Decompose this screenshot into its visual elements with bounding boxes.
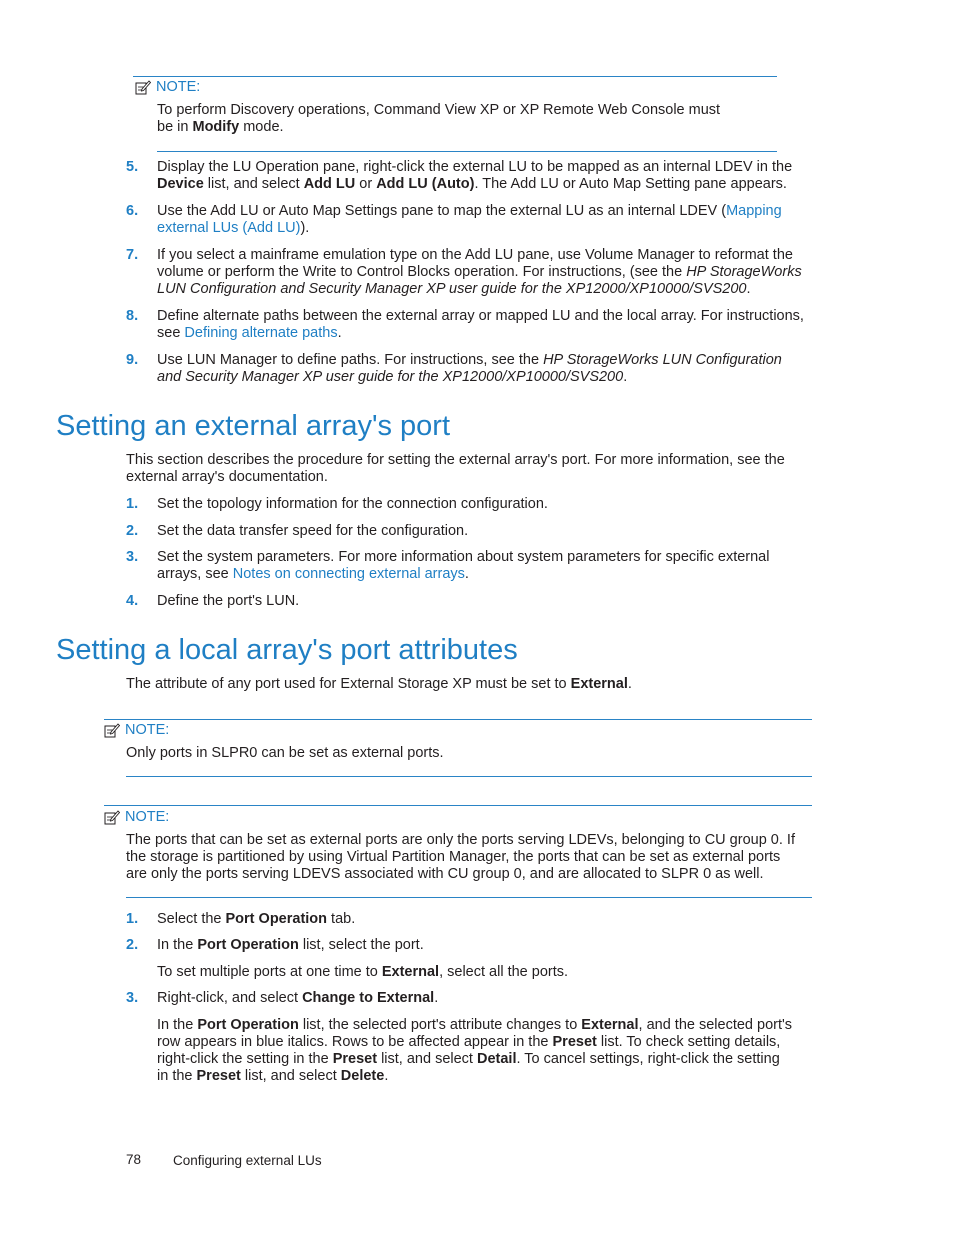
- step-text: Set the system parameters. For more information about system parameters for specific external arrays, see Notes on connecting external arrays.: [157, 549, 770, 582]
- note-line: be in Modify mode.: [157, 119, 284, 135]
- step-text: Right-click, and select Change to External.: [157, 990, 439, 1006]
- section-intro: The attribute of any port used for External Storage XP must be set to External.: [126, 676, 632, 692]
- step-number: 3.: [126, 990, 139, 1006]
- note-line: To perform Discovery operations, Command View XP or XP Remote Web Console must: [157, 102, 721, 118]
- mapping-link[interactable]: external LUs (Add LU): [157, 220, 301, 236]
- step-number: 6.: [126, 203, 139, 219]
- footer-chapter: Configuring external LUs: [173, 1153, 322, 1168]
- step-number: 5.: [126, 159, 139, 175]
- note-heading: [135, 79, 200, 96]
- step-text: Display the LU Operation pane, right-click the external LU to be mapped as an internal LDEV in the Device list, and select Add LU or Add LU (Auto). The Add LU or Auto Map Setting pane appears.: [157, 159, 793, 192]
- note-heading: [104, 722, 169, 739]
- defining-alternate-paths-link[interactable]: Defining alternate paths: [184, 325, 338, 341]
- step-number: 3.: [126, 549, 139, 565]
- step-number: 2.: [126, 523, 139, 539]
- step-number: 7.: [126, 247, 139, 263]
- step-subtext: In the Port Operation list, the selected port's attribute changes to External, and the selected port's row appears in blue italics. Rows to be affected appear in the Preset list. To check setting details, right-click the setting in the Preset list, and select Detail. To cancel settings, right-click the setting in the Preset list, and select Delete.: [157, 1017, 793, 1084]
- note-label: NOTE:: [125, 722, 170, 738]
- note-top-rule: [104, 719, 812, 720]
- notes-external-arrays-link[interactable]: Notes on connecting external arrays: [232, 566, 465, 582]
- step-text: Select the Port Operation tab.: [157, 911, 356, 927]
- note-text: Only ports in SLPR0 can be set as external ports.: [126, 745, 444, 761]
- step-number: 4.: [126, 593, 139, 609]
- section-title: Setting a local array's port attributes: [56, 634, 518, 666]
- step-number: 1.: [126, 911, 139, 927]
- note-icon: [104, 810, 120, 825]
- note-top-rule: [104, 805, 812, 806]
- note-top-rule: [133, 76, 777, 77]
- note-bottom-rule: [126, 897, 812, 898]
- step-number: 1.: [126, 496, 139, 512]
- note-heading: [104, 809, 169, 826]
- step-text: Set the topology information for the connection configuration.: [157, 496, 548, 512]
- page-number: 78: [126, 1152, 142, 1167]
- step-number: 2.: [126, 937, 139, 953]
- step-text: Set the data transfer speed for the configuration.: [157, 523, 469, 539]
- step-text: Use the Add LU or Auto Map Settings pane to map the external LU as an internal LDEV (Mapping external LUs (Add LU)).: [157, 203, 782, 236]
- step-text: In the Port Operation list, select the port.: [157, 937, 424, 953]
- step-number: 9.: [126, 352, 139, 368]
- step-text: Use LUN Manager to define paths. For instructions, see the HP StorageWorks LUN Configuration and Security Manager XP user guide for the XP12000/XP10000/SVS200.: [157, 352, 782, 385]
- section-title: Setting an external array's port: [56, 410, 451, 442]
- note-label: NOTE:: [125, 809, 170, 825]
- step-text: If you select a mainframe emulation type on the Add LU pane, use Volume Manager to reformat the volume or perform the Write to Control Blocks operation. For instructions, (see the HP StorageWorks LUN Configuration and Security Manager XP user guide for the XP12000/XP10000/SVS200.: [157, 247, 802, 297]
- step-subtext: To set multiple ports at one time to External, select all the ports.: [157, 964, 569, 980]
- note-bottom-rule: [157, 151, 777, 152]
- note-label: NOTE:: [156, 79, 201, 95]
- step-number: 8.: [126, 308, 139, 324]
- step-text: Define alternate paths between the external array or mapped LU and the local array. For instructions, see Defining alternate paths.: [157, 308, 804, 341]
- note-text: [157, 102, 777, 136]
- section-intro: This section describes the procedure for setting the external array's port. For more information, see the external array's documentation.: [126, 452, 785, 485]
- step-text: Define the port's LUN.: [157, 593, 300, 609]
- note-text: The ports that can be set as external ports are only the ports serving LDEVs, belonging to CU group 0. If the storage is partitioned by using Virtual Partition Manager, the ports that can be set as external ports are only the ports serving LDEVS associated with CU group 0, and are allocated to SLPR 0 as well.: [126, 832, 795, 882]
- mapping-link[interactable]: Mapping: [726, 203, 782, 219]
- note-bottom-rule: [126, 776, 812, 777]
- note-icon: [104, 723, 120, 738]
- note-icon: [135, 80, 151, 95]
